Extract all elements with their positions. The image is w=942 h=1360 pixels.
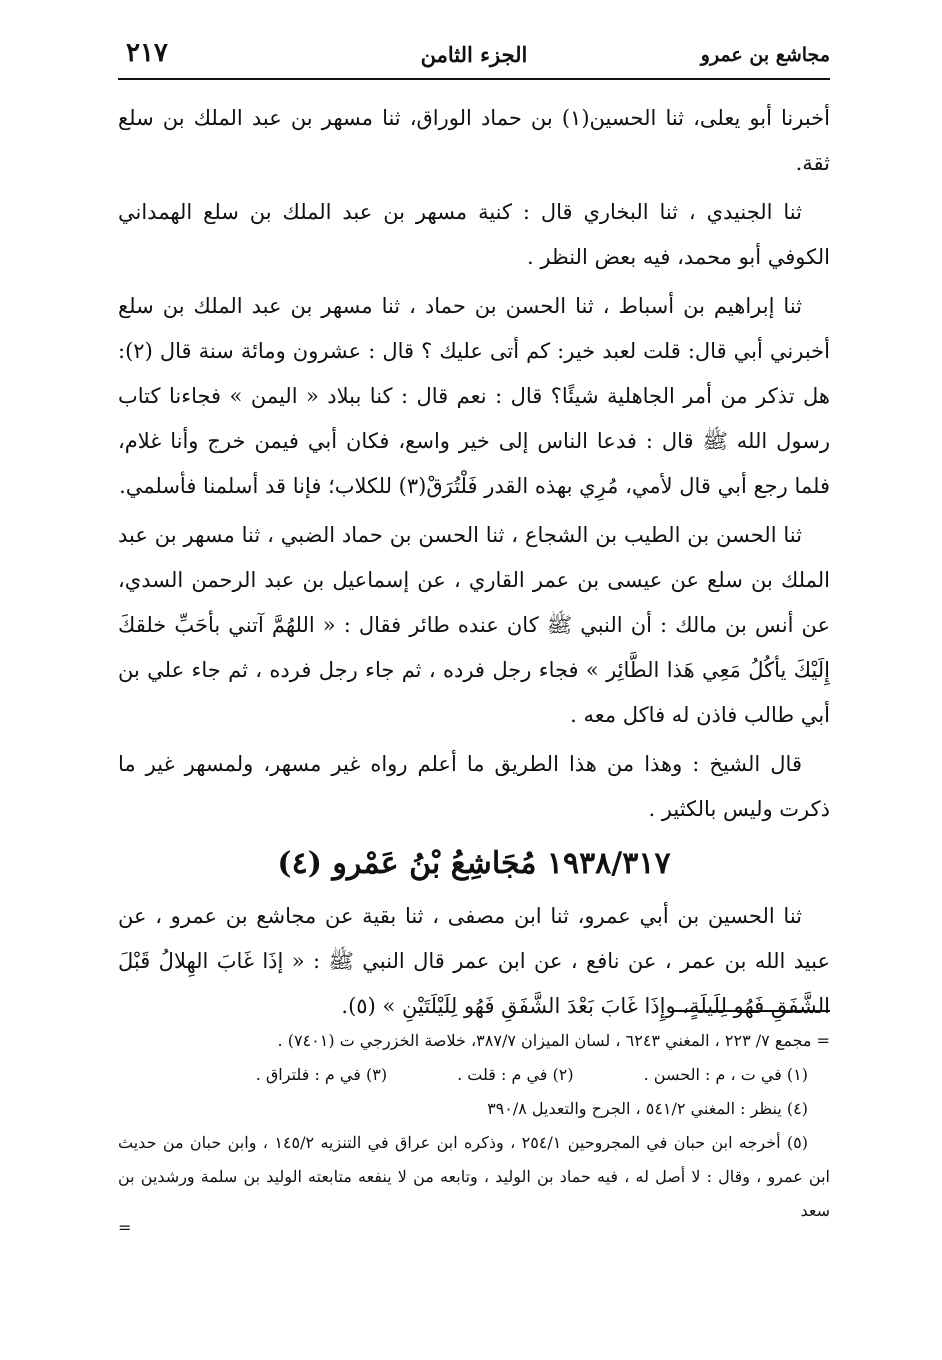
main-text [118, 96, 830, 1033]
paragraph: ثنا الحسين بن أبي عمرو، ثنا ابن مصفى ، ثنا بقية عن مجاشع بن عمرو ، عن عبيد الله بن عمر ، عن نافع ، عن ابن عمر قال النبي ﷺ : « إذَا غَابَ الهِلالُ قَبْلَ الشَّفَقِ فَهُو لِلَيلَةٍ، وإِذَا غَابَ بَعْدَ الشَّفَقِ فَهُو لِلَيْلَتَيْنِ » (٥). [118, 904, 830, 1018]
part-title: الجزء الثامن [420, 42, 528, 67]
footnote-1: (١) في ت ، م : الحسن . [643, 1065, 808, 1084]
page-number: ٢١٧ [126, 38, 168, 68]
footnote-4: (٤) ينظر : المغني ٥٤١/٢ ، الجرح والتعديل ٣٩٠/٨ [487, 1099, 808, 1118]
footnote-3: (٣) في م : فلتراق . [255, 1065, 388, 1084]
footnote-2: (٢) في م : قلت . [457, 1065, 574, 1084]
paragraph: ثنا الجنيدي ، ثنا البخاري قال : كنية مسهر بن عبد الملك بن سلع الهمداني الكوفي أبو محمد، فيه بعض النظر . [118, 200, 830, 269]
running-title: مجاشع بن عمرو [700, 44, 830, 66]
paragraph: قال الشيخ : وهذا من هذا الطريق ما أعلم رواه غير مسهر، ولمسهر غير ما ذكرت وليس بالكثير . [118, 752, 830, 821]
header-divider [118, 78, 830, 80]
footnote-divider [672, 1010, 830, 1012]
paragraph: ثنا الحسن بن الطيب بن الشجاع ، ثنا الحسن بن حماد الضبي ، ثنا مسهر بن عبد الملك بن سلع عن عيسى بن عمر القاري ، عن إسماعيل بن عبد الرحمن السدي، عن أنس بن مالك : أن النبي ﷺ كان عنده طائر فقال : « اللهُمَّ آتني بأحَبِّ خلقكَ إِلَيْكَ يأكُلُ مَعِي هَذا الطَّائِر » فجاء رجل فرده ، ثم جاء رجل فرده ، ثم جاء علي بن أبي طالب فاذن له فاكل معه . [118, 523, 830, 727]
continuation-mark: = [118, 1218, 132, 1237]
section-heading: ١٩٣٨/٣١٧ مُجَاشِعُ بْنُ عَمْرو (٤) [277, 846, 671, 881]
footnote-row [118, 1058, 830, 1092]
footnote-5: (٥) أخرجه ابن حبان في المجروحين ٢٥٤/١ ، وذكره ابن عراق في التنزيه ١٤٥/٢ ، وابن حبان من حديث ابن عمرو ، وقال : لا أصل له ، فيه حماد بن الوليد ، وتابعه من لا ينفعه متابعته الوليد بن سلمة ورشدين بن سعد [118, 1133, 830, 1220]
footnotes [118, 1024, 830, 1228]
page-header [118, 32, 830, 72]
paragraph: أخبرنا أبو يعلى، ثنا الحسين(١) بن حماد الوراق، ثنا مسهر بن عبد الملك بن سلع ثقة. [118, 106, 830, 175]
footnote-continuation: = مجمع ٧/ ٢٢٣ ، المغني ٦٢٤٣ ، لسان الميزان ٣٨٧/٧، خلاصة الخزرجي ت (٧٤٠١) . [277, 1031, 830, 1050]
paragraph: ثنا إبراهيم بن أسباط ، ثنا الحسن بن حماد ، ثنا مسهر بن عبد الملك بن سلع أخبرني أبي قال: قلت لعبد خير: كم أتى عليك ؟ قال : عشرون ومائة سنة قال (٢): هل تذكر من أمر الجاهلية شيئًا؟ قال : نعم قال : كنا ببلاد « اليمن » فجاءنا كتاب رسول الله ﷺ قال : فدعا الناس إلى خير واسع، فكان أبي فيمن خرج وأنا غلام، فلما رجع أبي قال لأمي، مُرِي بهذه القدر فَلْتُرَقْ(٣) للكلاب؛ فإنا قد أسلمنا فأسلمي. [118, 294, 830, 498]
